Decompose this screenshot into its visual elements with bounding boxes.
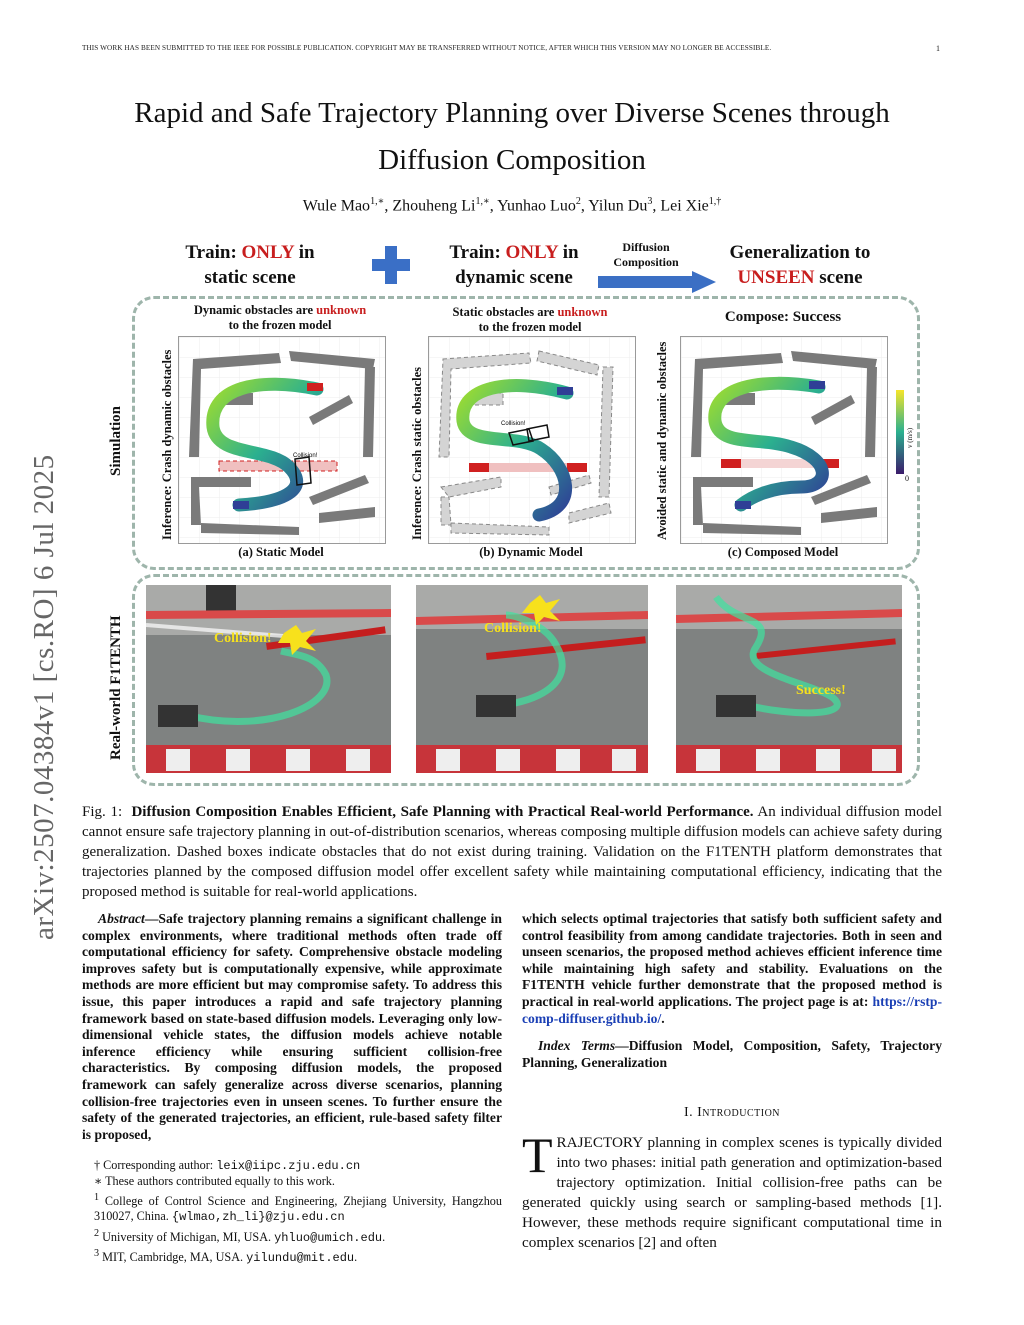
author-list: Wule Mao$^{1,∗}$, Zhouheng $Li^{1,∗}$, Yunhao Luo$^2$, Yilun Du$^3$, Lei Xie$^{1,\dagger}$ xyxy=(302,196,722,215)
panel-b-caption: (b) Dynamic Model xyxy=(479,545,583,559)
panel-c-map xyxy=(680,336,888,544)
real-photo-c xyxy=(676,585,902,773)
real-collision-a: Collision! xyxy=(214,631,272,646)
caption-label: Fig. 1: xyxy=(82,804,123,820)
panel-a-caption: (a) Static Model xyxy=(238,545,324,559)
panel-c-side-label: Avoided static and dynamic obstacles xyxy=(655,341,669,540)
abstract-text: —Safe trajectory planning remains a significant challenge in complex environments, where traditional methods often trade off computational efficiency for safety. Comprehensive obstacle modeling improves safety but is computationally expensive, while approximate methods are more efficient but may compromise safety. To address this issue, this paper introduces a rapid and safe trajectory planning framework based on state-based diffusion models. Leveraging only low-dimensional vehicle states, the diffusion models achieve notable inference efficiency while ensuring sufficient collision-free characteristics. By composing diffusion models, the proposed framework can safely generalize across diverse scenarios, planning collision-free trajectories even in unseen scenes. To further ensure the safety of the generated trajectories, an efficient, rule-based safety filter is proposed, xyxy=(82,911,502,1142)
author-affil: 1,∗ xyxy=(475,196,490,207)
title-line-1: Rapid and Safe Trajectory Planning over Diverse Scenes through xyxy=(134,97,890,129)
arxiv-stamp: arXiv:2507.04384v1 [cs.RO] 6 Jul 2025 xyxy=(28,454,60,940)
real-photo-b xyxy=(416,585,648,773)
section-heading: I. Introduction xyxy=(683,1105,781,1120)
author-affil: 3 xyxy=(647,196,653,207)
panel-c-title: Compose: Success xyxy=(724,309,842,325)
caption-text: An individual diffusion model cannot ensure safe trajectory planning in out-of-distribution scenarios, whereas composing multiple diffusion models can achieve safety during generalization. Dashed boxes indicate obstacles that do not exist during training. Validation on the F1TENTH platform demonstrates that trajectories planned by the composed diffusion model offer excellent safety while maintaining computational efficiency, indicating that the proposed method is suitable for real-world applications. xyxy=(82,804,942,900)
fig-head-generalization: Generalization to UNSEEN scene xyxy=(729,242,871,288)
panel-b-side-label: Inference: Crash static obstacles xyxy=(410,367,424,540)
abstract-continued: which selects optimal trajectories that satisfy both sufficient safety and control feasibility from among candidate trajectories. Both in seen and unseen scenarios, the proposed method achieves efficient inference time while maintaining high safety and stability. Evaluations on the F1TENTH vehicle further demonstrate that the proposed method is practical in real-world applications. The project page is at: https://rstp-comp-diffuser.github.io/. xyxy=(522,911,942,1026)
real-photo-a xyxy=(146,585,391,773)
footnotes: † Corresponding author: leix@iipc.zju.edu.cn ∗ These authors contributed equally to this work. $^1$ College of Control Science and Engineering, Zhejiang University, Hangzhou 310027, China. {wlmao,zh_li}@zju.edu.cn $^2$ University of Michigan, MI, USA. yhluo@umich.edu. $^3$ MIT, Cambridge, MA, USA. yilundu@mit.edu. xyxy=(94,1158,502,1266)
fig-head-dynamic: Train: ONLY in dynamic scene xyxy=(449,242,579,288)
collision-small-b: Collision! xyxy=(501,421,526,427)
row-label-simulation: Simulation xyxy=(108,405,124,476)
panel-a-title: Dynamic obstacles are unknown to the frozen model xyxy=(193,303,367,332)
plus-icon xyxy=(372,246,410,284)
author-name: Zhouheng Li xyxy=(392,197,476,215)
title-line-2: Diffusion Composition xyxy=(378,144,646,176)
abstract xyxy=(82,911,502,1143)
page-number: 1 xyxy=(936,44,940,53)
real-collision-b: Collision! xyxy=(484,621,542,636)
colorbar-zero: 0 xyxy=(905,474,909,483)
real-success-c: Success! xyxy=(796,683,846,698)
intro-paragraph: TRAJECTORY planning in complex scenes is typically divided into two phases: initial path generation and optimization-based trajectory optimization. Initial collision-free paths can be generated quickly using search or sampling-based methods [1]. However, these methods require significant computational time in complex scenarios [2] and often xyxy=(522,1127,942,1251)
row-label-real-world: Real-world F1TENTH xyxy=(108,615,124,760)
fig-head-static: Train: ONLY in static scene xyxy=(185,242,315,288)
header-notice: THIS WORK HAS BEEN SUBMITTED TO THE IEEE FOR POSSIBLE PUBLICATION. COPYRIGHT MAY BE TRANSFERRED WITHOUT NOTICE, AFTER WHICH THIS VERSION MAY NO LONGER BE ACCESSIBLE. xyxy=(82,44,772,52)
author-affil: 1,∗ xyxy=(370,196,385,207)
caption-bold: Diffusion Composition Enables Efficient, Safe Planning with Practical Real-world Performance. xyxy=(131,804,754,820)
panel-a-map xyxy=(178,336,386,544)
author-name: Yilun Du xyxy=(588,197,648,215)
author-affil: 1,† xyxy=(708,196,722,207)
author-name: Lei Xie xyxy=(660,197,709,215)
panel-b-title: Static obstacles are unknown to the frozen model xyxy=(452,305,608,334)
author-name: Wule Mao xyxy=(302,197,371,215)
arrow-label: Diffusion Composition xyxy=(613,240,679,269)
collision-small-a: Collision! xyxy=(293,453,318,459)
index-terms: Index Terms—Diffusion Model, Composition, Safety, Trajectory Planning, Generalization xyxy=(522,1038,942,1070)
panel-c-caption: (c) Composed Model xyxy=(727,545,839,559)
drop-cap: T xyxy=(522,1127,553,1183)
panel-b-map xyxy=(428,336,636,544)
right-arrow-icon xyxy=(598,271,716,293)
abstract-label: Abstract xyxy=(98,911,145,926)
author-affil: 2 xyxy=(575,196,581,207)
figure-caption xyxy=(82,802,942,902)
colorbar-label: v (m/s) xyxy=(906,427,914,448)
author-name: Yunhao Luo xyxy=(497,197,576,215)
project-page-link[interactable]: https://rstp-comp-diffuser.github.io/ xyxy=(522,993,942,1026)
panel-a-side-label: Inference: Crash dynamic obstacles xyxy=(160,349,174,540)
